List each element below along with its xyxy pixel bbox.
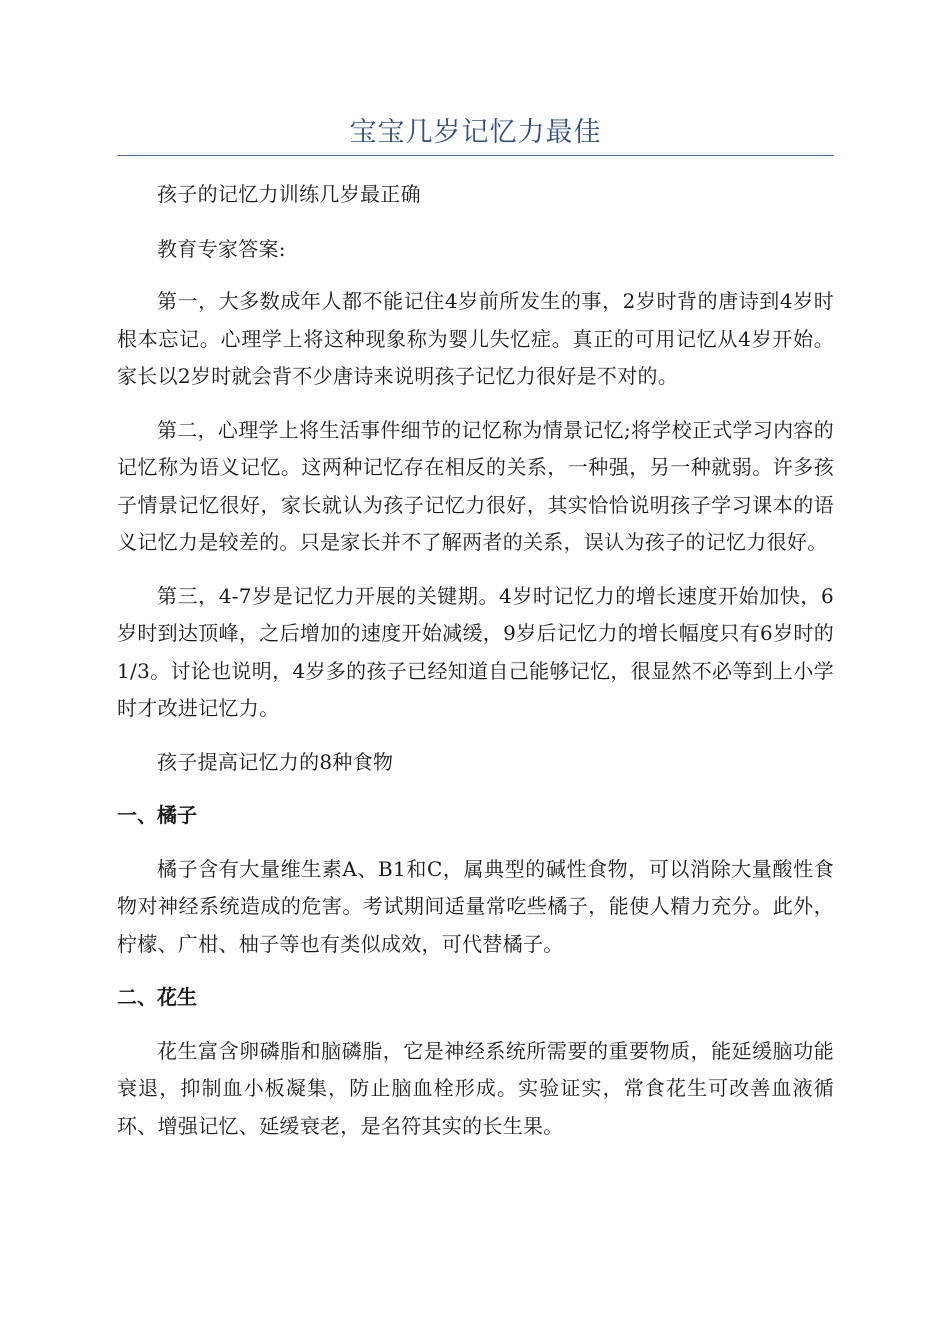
point-paragraph-2: 第二，心理学上将生活事件细节的记忆称为情景记忆;将学校正式学习内容的记忆称为语义记忆。这两种记忆存在相反的关系，一种强，另一种就弱。许多孩子情景记忆很好，家长就认为孩子记忆力很好，其实恰恰说明孩子学习课本的语义记忆力是较差的。只是家长并不了解两者的关系，误认为孩子的记忆力很好。 [117,417,834,554]
food-text-peanut: 花生富含卵磷脂和脑磷脂，它是神经系统所需要的重要物质，能延缓脑功能衰退，抑制血小板凝集，防止脑血栓形成。实验证实，常食花生可改善血液循环、增强记忆、延缓衰老，是名符其实的长生果。 [117,1038,834,1138]
document-page [117,0,834,1145]
food-heading-peanut: 二、花生 [117,985,197,1009]
intro-question: 孩子的记忆力训练几岁最正确 [157,182,421,206]
point-paragraph-1: 第一，大多数成年人都不能记住4岁前所发生的事，2岁时背的唐诗到4岁时根本忘记。心理学上将这种现象称为婴儿失忆症。真正的可用记忆从4岁开始。家长以2岁时就会背不少唐诗来说明孩子记忆力很好是不对的。 [117,289,834,388]
title-underline [117,155,834,156]
point-paragraph-3: 第三，4-7岁是记忆力开展的关键期。4岁时记忆力的增长速度开始加快，6岁时到达顶峰，之后增加的速度开始减缓，9岁后记忆力的增长幅度只有6岁时的1/3。讨论也说明，4岁多的孩子已经知道自己能够记忆，很显然不必等到上小学时才改进记忆力。 [117,583,834,720]
food-heading-orange: 一、橘子 [117,803,197,827]
foods-intro: 孩子提高记忆力的8种食物 [157,749,394,774]
document-title: 宝宝几岁记忆力最佳 [349,117,602,148]
expert-label: 教育专家答案: [157,236,286,261]
food-text-orange: 橘子含有大量维生素A、B1和C，属典型的碱性食物，可以消除大量酸性食物对神经系统造成的危害。考试期间适量常吃些橘子，能使人精力充分。此外，柠檬、广柑、柚子等也有类似成效，可代替橘子。 [117,856,834,956]
